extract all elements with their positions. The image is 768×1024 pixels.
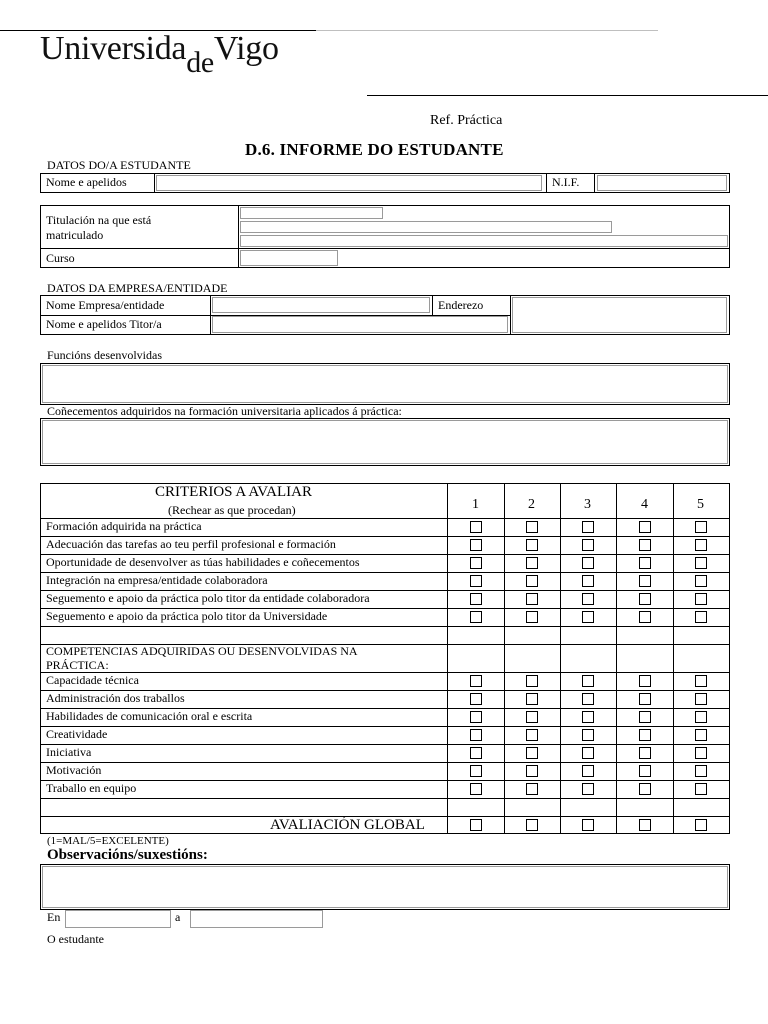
tutor-input[interactable] <box>212 316 508 333</box>
rating-checkbox-2[interactable] <box>526 575 538 587</box>
divider <box>510 295 511 335</box>
rating-checkbox-1[interactable] <box>470 819 482 831</box>
rating-checkbox-5[interactable] <box>695 819 707 831</box>
rating-checkbox-3[interactable] <box>582 783 594 795</box>
rating-checkbox-2[interactable] <box>526 557 538 569</box>
competence-item: Iniciativa <box>46 745 92 759</box>
row-divider <box>40 672 730 673</box>
scale-number-5: 5 <box>697 497 704 512</box>
rating-checkbox-1[interactable] <box>470 593 482 605</box>
criteria-item: Seguemento e apoio da práctica polo titor da entidade colaboradora <box>46 591 370 605</box>
rating-checkbox-5[interactable] <box>695 593 707 605</box>
knowledge-label: Coñecementos adquiridos na formación universitaria aplicados á práctica: <box>47 404 402 418</box>
row-divider <box>40 726 730 727</box>
divider <box>210 295 211 335</box>
rating-checkbox-4[interactable] <box>639 539 651 551</box>
rating-checkbox-1[interactable] <box>470 711 482 723</box>
student-name-label: Nome e apelidos <box>46 175 127 189</box>
a-label: a <box>175 910 181 924</box>
date-input[interactable] <box>190 910 323 928</box>
scale-number-3: 3 <box>584 497 591 512</box>
page-title: D.6. INFORME DO ESTUDANTE <box>245 140 504 159</box>
criteria-title: CRITERIOS A AVALIAR <box>155 484 312 500</box>
rating-checkbox-1[interactable] <box>470 611 482 623</box>
course-label: Curso <box>46 251 75 265</box>
rating-checkbox-3[interactable] <box>582 521 594 533</box>
nif-label: N.I.F. <box>552 175 580 189</box>
rating-checkbox-2[interactable] <box>526 729 538 741</box>
rating-checkbox-5[interactable] <box>695 693 707 705</box>
address-label: Enderezo <box>438 298 484 312</box>
functions-input[interactable] <box>42 365 728 403</box>
rating-checkbox-1[interactable] <box>470 693 482 705</box>
company-name-label: Nome Empresa/entidade <box>46 298 165 312</box>
rating-checkbox-2[interactable] <box>526 693 538 705</box>
divider <box>154 173 155 193</box>
rating-checkbox-1[interactable] <box>470 675 482 687</box>
rating-checkbox-5[interactable] <box>695 557 707 569</box>
rating-checkbox-4[interactable] <box>639 819 651 831</box>
rating-checkbox-3[interactable] <box>582 593 594 605</box>
rating-checkbox-5[interactable] <box>695 521 707 533</box>
rating-checkbox-3[interactable] <box>582 729 594 741</box>
knowledge-input[interactable] <box>42 420 728 464</box>
divider <box>594 173 595 193</box>
company-section-label: DATOS DA EMPRESA/ENTIDADE <box>47 281 228 295</box>
rating-checkbox-3[interactable] <box>582 575 594 587</box>
rating-checkbox-3[interactable] <box>582 765 594 777</box>
criteria-item: Adecuación das tarefas ao teu perfil profesional e formación <box>46 537 336 551</box>
rating-checkbox-5[interactable] <box>695 729 707 741</box>
competence-item: Motivación <box>46 763 102 777</box>
rating-checkbox-4[interactable] <box>639 747 651 759</box>
divider <box>40 248 730 249</box>
nif-input[interactable] <box>597 175 727 191</box>
rating-checkbox-5[interactable] <box>695 747 707 759</box>
rating-checkbox-1[interactable] <box>470 747 482 759</box>
rating-checkbox-3[interactable] <box>582 747 594 759</box>
rating-checkbox-3[interactable] <box>582 711 594 723</box>
competence-item: Capacidade técnica <box>46 673 139 687</box>
rating-checkbox-3[interactable] <box>582 693 594 705</box>
rating-checkbox-1[interactable] <box>470 783 482 795</box>
row-divider <box>40 780 730 781</box>
rating-checkbox-5[interactable] <box>695 783 707 795</box>
rating-checkbox-4[interactable] <box>639 729 651 741</box>
criteria-item: Seguemento e apoio da práctica polo titor da Universidade <box>46 609 328 623</box>
competence-item: Administración dos traballos <box>46 691 185 705</box>
divider <box>238 205 239 268</box>
rating-checkbox-2[interactable] <box>526 765 538 777</box>
row-divider <box>40 762 730 763</box>
rating-checkbox-2[interactable] <box>526 747 538 759</box>
ref-label: Ref. Práctica <box>430 113 503 128</box>
rating-checkbox-4[interactable] <box>639 593 651 605</box>
degree-label-line1: Titulación na que está <box>46 213 152 227</box>
rating-checkbox-2[interactable] <box>526 593 538 605</box>
rating-checkbox-4[interactable] <box>639 575 651 587</box>
rating-checkbox-5[interactable] <box>695 711 707 723</box>
rating-checkbox-5[interactable] <box>695 765 707 777</box>
rating-checkbox-2[interactable] <box>526 783 538 795</box>
address-input[interactable] <box>512 297 727 333</box>
competences-title-line1: COMPETENCIAS ADQUIRIDAS OU DESENVOLVIDAS NA <box>46 644 358 658</box>
scale-number-2: 2 <box>528 497 535 512</box>
rating-checkbox-5[interactable] <box>695 675 707 687</box>
criteria-subtitle: (Rechear as que procedan) <box>168 503 296 517</box>
competences-title-line2: PRÁCTICA: <box>46 658 109 672</box>
rating-checkbox-2[interactable] <box>526 521 538 533</box>
rating-checkbox-1[interactable] <box>470 521 482 533</box>
rating-checkbox-2[interactable] <box>526 675 538 687</box>
scale-note: (1=MAL/5=EXCELENTE) <box>47 835 169 847</box>
observations-input[interactable] <box>42 866 728 908</box>
degree-input-2[interactable] <box>240 221 612 233</box>
rating-checkbox-4[interactable] <box>639 611 651 623</box>
tutor-label: Nome e apelidos Titor/a <box>46 317 162 331</box>
place-input[interactable] <box>65 910 171 928</box>
rating-checkbox-2[interactable] <box>526 611 538 623</box>
competence-item: Traballo en equipo <box>46 781 137 795</box>
student-name-input[interactable] <box>156 175 542 191</box>
rating-checkbox-1[interactable] <box>470 765 482 777</box>
competence-item: Habilidades de comunicación oral e escrita <box>46 709 253 723</box>
divider <box>546 173 547 193</box>
functions-label: Funcións desenvolvidas <box>47 348 162 362</box>
scale-number-4: 4 <box>641 497 648 512</box>
rating-checkbox-3[interactable] <box>582 611 594 623</box>
company-name-input[interactable] <box>212 297 430 313</box>
rating-checkbox-3[interactable] <box>582 819 594 831</box>
rating-checkbox-3[interactable] <box>582 675 594 687</box>
rating-checkbox-2[interactable] <box>526 711 538 723</box>
degree-input-3[interactable] <box>240 235 728 247</box>
rating-checkbox-1[interactable] <box>470 557 482 569</box>
row-divider <box>40 626 730 627</box>
competences-title <box>46 644 358 672</box>
rating-checkbox-1[interactable] <box>470 729 482 741</box>
divider <box>432 295 433 315</box>
degree-input-1[interactable] <box>240 207 383 219</box>
row-divider <box>40 744 730 745</box>
rating-checkbox-4[interactable] <box>639 557 651 569</box>
signature-label: O estudante <box>47 932 104 946</box>
global-label: AVALIACIÓN GLOBAL <box>270 817 425 833</box>
rating-checkbox-4[interactable] <box>639 693 651 705</box>
rating-checkbox-5[interactable] <box>695 611 707 623</box>
rating-checkbox-4[interactable] <box>639 711 651 723</box>
rating-checkbox-1[interactable] <box>470 575 482 587</box>
rating-checkbox-4[interactable] <box>639 521 651 533</box>
scale-number-1: 1 <box>472 497 479 512</box>
student-section-label: DATOS DO/A ESTUDANTE <box>47 158 191 172</box>
criteria-item: Formación adquirida na práctica <box>46 519 202 533</box>
rating-checkbox-3[interactable] <box>582 539 594 551</box>
en-label: En <box>47 910 61 924</box>
header-rule <box>367 95 768 96</box>
university-logo: UniversidadeVigo <box>40 30 279 79</box>
degree-label <box>46 213 151 243</box>
rating-checkbox-5[interactable] <box>695 575 707 587</box>
rating-checkbox-2[interactable] <box>526 819 538 831</box>
criteria-item: Integración na empresa/entidade colaboradora <box>46 573 268 587</box>
top-rule-light <box>316 30 658 31</box>
rating-checkbox-2[interactable] <box>526 539 538 551</box>
rating-checkbox-3[interactable] <box>582 557 594 569</box>
criteria-item: Oportunidade de desenvolver as túas habilidades e coñecementos <box>46 555 360 569</box>
rating-checkbox-5[interactable] <box>695 539 707 551</box>
competence-item: Creatividade <box>46 727 108 741</box>
rating-checkbox-4[interactable] <box>639 783 651 795</box>
rating-checkbox-1[interactable] <box>470 539 482 551</box>
course-input[interactable] <box>240 250 338 266</box>
rating-checkbox-4[interactable] <box>639 675 651 687</box>
row-divider <box>40 798 730 799</box>
rating-checkbox-4[interactable] <box>639 765 651 777</box>
observations-label: Observacións/suxestións: <box>47 847 208 863</box>
degree-label-line2: matriculado <box>46 228 104 242</box>
